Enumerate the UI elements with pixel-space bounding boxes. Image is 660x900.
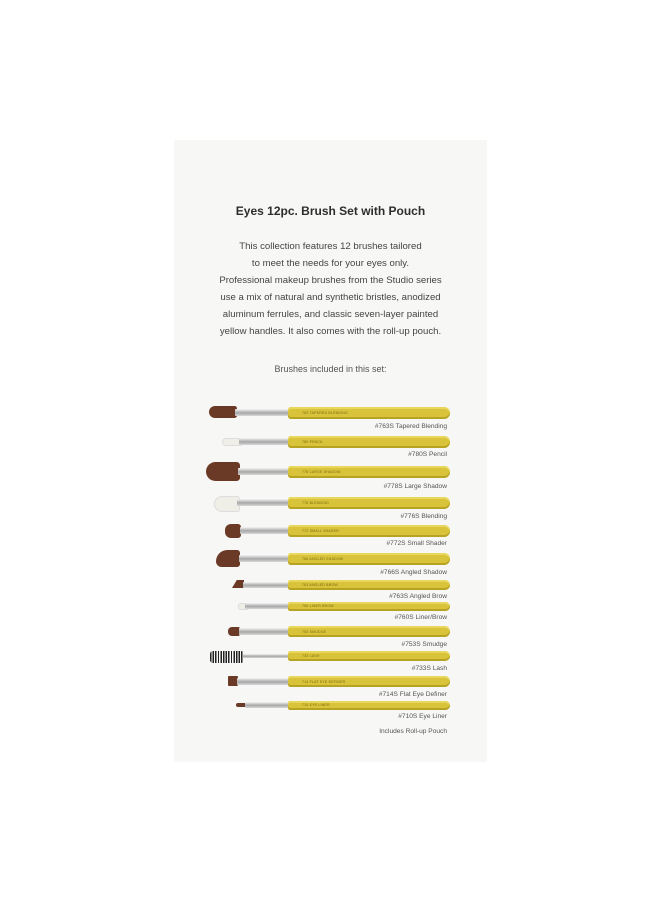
brush-ferrule (243, 654, 290, 658)
brush-flat-eye-definer (174, 676, 487, 700)
brush-ferrule (245, 603, 290, 609)
brush-imprint: 714 FLAT EYE DEFINER (302, 680, 346, 684)
brush-imprint: 763 ANGLED BROW (302, 583, 338, 587)
brush-label: #714S Flat Eye Definer (378, 691, 447, 698)
brush-ferrule (239, 438, 289, 445)
brush-imprint: 766 ANGLED SHADOW (302, 557, 344, 561)
brush-label: #733S Lash (411, 665, 447, 672)
brush-head-icon (206, 462, 240, 481)
brush-pencil (174, 435, 487, 461)
brush-ferrule (240, 527, 290, 534)
brush-label: #776S Blending (400, 513, 447, 520)
pouch-note: Includes Roll-up Pouch (379, 728, 447, 735)
brush-label: #772S Small Shader (386, 540, 447, 547)
brush-tapered-blending (174, 405, 487, 431)
brush-label: #778S Large Shadow (383, 483, 447, 490)
brush-head-icon (225, 524, 241, 538)
description-line: Professional makeup brushes from the Studio series (219, 275, 442, 286)
brush-label: #753S Smudge (401, 641, 447, 648)
brush-ferrule (235, 409, 289, 416)
product-description (194, 238, 467, 340)
brush-imprint: 780 PENCIL (302, 440, 324, 444)
description-line: use a mix of natural and synthetic bristles, anodized (220, 292, 441, 303)
brush-head-icon (209, 406, 237, 418)
brush-imprint: 710 EYE LINER (302, 703, 330, 707)
brush-ferrule (237, 678, 290, 685)
brush-imprint: 760 LINER BROW (302, 604, 334, 608)
brush-ferrule (239, 628, 290, 635)
brush-angled-brow (174, 580, 487, 602)
brush-label: #710S Eye Liner (398, 713, 447, 720)
product-card (174, 140, 487, 762)
brush-blending (174, 495, 487, 521)
brush-label: #766S Angled Shadow (380, 569, 447, 576)
brush-imprint: 772 SMALL SHADER (302, 529, 339, 533)
description-line: yellow handles. It also comes with the roll-up pouch. (219, 326, 442, 337)
brush-imprint: 776 BLENDING (302, 501, 330, 505)
brush-large-shadow (174, 462, 487, 492)
brush-imprint: 778 LARGE SHADOW (302, 470, 341, 474)
brush-small-shader (174, 524, 487, 550)
brush-imprint: 763 TAPERED BLENDING (302, 411, 348, 415)
brush-ferrule (245, 702, 290, 708)
brush-ferrule (237, 499, 290, 506)
brush-label: #780S Pencil (408, 451, 447, 458)
brush-head-icon (216, 550, 240, 567)
brush-lash (174, 650, 487, 674)
brush-label: #760S Liner/Brow (394, 614, 447, 621)
brush-eye-liner (174, 701, 487, 723)
description-line: to meet the needs for your eyes only. (251, 258, 410, 269)
brush-label: #763S Tapered Blending (374, 423, 447, 430)
brushes-subtitle: Brushes included in this set: (274, 364, 387, 374)
description-line: aluminum ferrules, and classic seven-layer painted (222, 309, 439, 320)
brush-ferrule (239, 555, 290, 562)
brush-imprint: 753 SMUDGE (302, 630, 327, 634)
brush-ferrule (238, 468, 290, 475)
brush-imprint: 733 LASH (302, 654, 320, 658)
description-line: This collection features 12 brushes tailored (239, 241, 422, 252)
brush-liner-brow (174, 602, 487, 624)
spoolie-head-icon (210, 651, 244, 663)
brush-ferrule (243, 582, 290, 588)
brush-angled-shadow (174, 550, 487, 578)
product-title: Eyes 12pc. Brush Set with Pouch (235, 204, 426, 218)
brush-label: #763S Angled Brow (389, 593, 447, 600)
brush-smudge (174, 626, 487, 650)
